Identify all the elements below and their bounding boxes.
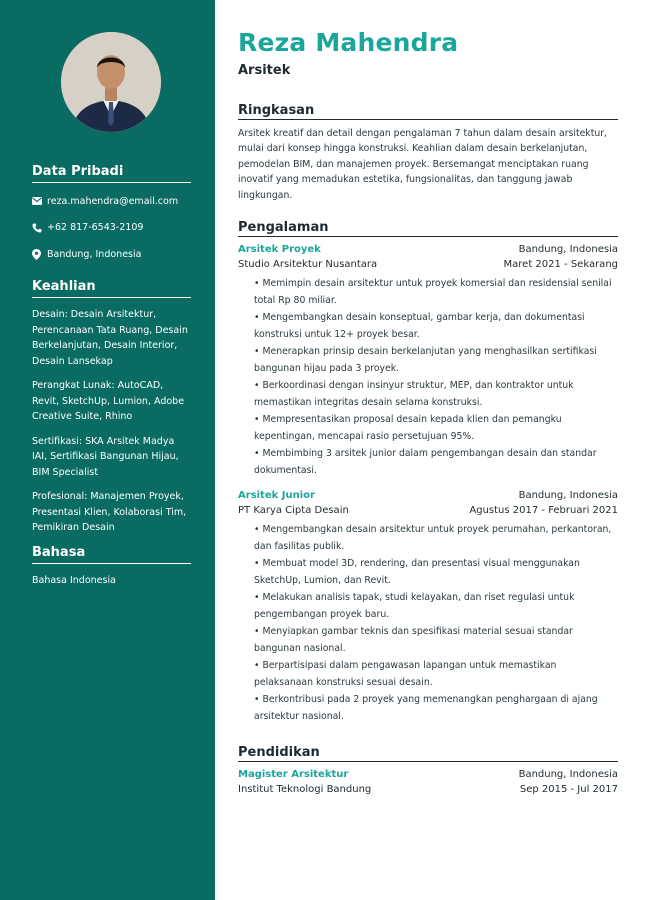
- skill-group-software: Perangkat Lunak: AutoCAD, Revit, SketchUp, Lumion, Adobe Creative Suite, Rhino: [32, 380, 185, 422]
- job-period: Agustus 2017 - Februari 2021: [469, 504, 618, 516]
- job-company: Studio Arsitektur Nusantara: [238, 258, 378, 270]
- education-school: Institut Teknologi Bandung: [238, 783, 372, 795]
- language-item: Bahasa Indonesia: [32, 575, 116, 586]
- education-degree: Magister Arsitektur: [238, 769, 349, 780]
- job-bullet: • Berkoordinasi dengan insinyur struktur, MEP, dan kontraktor untuk memastikan integritas desain selama konstruksi.: [254, 378, 618, 411]
- job-bullets: [238, 522, 618, 725]
- job-location: Bandung, Indonesia: [518, 490, 618, 501]
- email-text: reza.mahendra@email.com: [47, 195, 179, 207]
- phone-icon: [32, 223, 47, 233]
- summary-title: Ringkasan: [238, 103, 618, 120]
- contact-section: [32, 164, 191, 272]
- job-bullet: • Menerapkan prinsip desain berkelanjutan yang menghasilkan sertifikasi bangunan hijau pada 3 proyek.: [254, 344, 618, 377]
- job-bullet: • Mengembangkan desain arsitektur untuk proyek perumahan, perkantoran, dan fasilitas publik.: [254, 522, 618, 555]
- email-row[interactable]: [32, 192, 191, 210]
- job-location: Bandung, Indonesia: [518, 244, 618, 255]
- summary-text: Arsitek kreatif dan detail dengan pengalaman 7 tahun dalam desain arsitektur, mulai dari konsep hingga konstruksi. Keahlian dalam desain berkelanjutan, pemodelan BIM, dan manajemen proyek. Bersemangat menciptakan ruang inovatif yang memadukan estetika, fungsionalitas, dan tanggung jawab lingkungan.: [238, 128, 608, 201]
- job-bullet: • Mengembangkan desain konseptual, gambar kerja, dan dokumentasi konstruksi untuk 12+ proyek besar.: [254, 310, 618, 343]
- experience-title: Pengalaman: [238, 220, 618, 237]
- job-title: Arsitek Proyek: [238, 244, 321, 255]
- sidebar: [0, 0, 215, 900]
- phone-row[interactable]: [32, 219, 191, 237]
- job-entry: [238, 489, 618, 725]
- contact-title: Data Pribadi: [32, 164, 191, 183]
- job-bullets: [238, 276, 618, 479]
- education-period: Sep 2015 - Jul 2017: [519, 783, 618, 795]
- job-bullet: • Menyiapkan gambar teknis dan spesifikasi material sesuai standar bangunan nasional.: [254, 624, 618, 657]
- job-bullet: • Membuat model 3D, rendering, dan presentasi visual menggunakan SketchUp, Lumion, dan Revit.: [254, 556, 618, 589]
- job-bullet: • Berkontribusi pada 2 proyek yang memenangkan penghargaan di ajang arsitektur nasional.: [254, 692, 618, 725]
- person-portrait-icon: [61, 32, 161, 132]
- language-section: [32, 545, 191, 588]
- skill-group-design: Desain: Desain Arsitektur, Perencanaan Tata Ruang, Desain Berkelanjutan, Desain Interior, Desain Lansekap: [32, 309, 188, 367]
- profile-name: Reza Mahendra: [238, 28, 459, 57]
- skills-title: Keahlian: [32, 279, 191, 298]
- skill-group-certification: Sertifikasi: SKA Arsitek Madya IAI, Sertifikasi Bangunan Hijau, BIM Specialist: [32, 435, 179, 478]
- job-bullet: • Berpartisipasi dalam pengawasan lapangan untuk memastikan pelaksanaan konstruksi sesuai desain.: [254, 658, 618, 691]
- skills-section: [32, 279, 191, 545]
- map-pin-icon: [32, 249, 47, 260]
- job-entry: [238, 243, 618, 479]
- job-company: PT Karya Cipta Desain: [238, 504, 349, 516]
- job-bullet: • Membimbing 3 arsitek junior dalam pengembangan desain dan standar dokumentasi.: [254, 446, 618, 479]
- experience-section: [238, 220, 618, 726]
- skill-group-professional: Profesional: Manajemen Proyek, Presentasi Klien, Kolaborasi Tim, Pemikiran Desain: [32, 491, 187, 533]
- job-bullet: • Melakukan analisis tapak, studi kelayakan, dan riset regulasi untuk pengembangan proyek baru.: [254, 590, 618, 623]
- job-bullet: • Mempresentasikan proposal desain kepada klien dan pemangku kepentingan, mencapai rasio persetujuan 95%.: [254, 412, 618, 445]
- job-period: Maret 2021 - Sekarang: [503, 258, 618, 270]
- location-row: [32, 245, 191, 263]
- location-text: Bandung, Indonesia: [47, 248, 142, 260]
- envelope-icon: [32, 197, 47, 205]
- education-title: Pendidikan: [238, 745, 618, 762]
- phone-text: +62 817-6543-2109: [47, 222, 144, 233]
- job-bullet: • Memimpin desain arsitektur untuk proyek komersial dan residensial senilai total Rp 80 miliar.: [254, 276, 618, 309]
- profile-photo: [61, 32, 161, 132]
- language-title: Bahasa: [32, 545, 191, 564]
- summary-section: [238, 103, 618, 203]
- education-section: [238, 745, 618, 801]
- education-location: Bandung, Indonesia: [518, 769, 618, 780]
- job-title: Arsitek Junior: [238, 490, 315, 501]
- profile-role: Arsitek: [238, 63, 291, 78]
